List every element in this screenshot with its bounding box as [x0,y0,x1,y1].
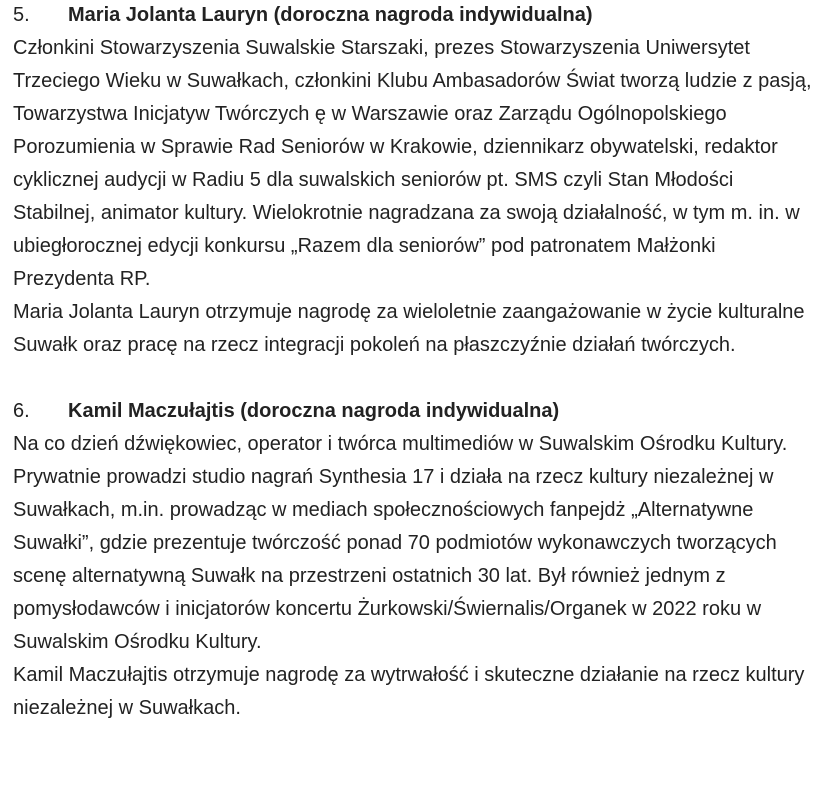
entry-award-reason: Kamil Maczułajtis otrzymuje nagrodę za wytrwałość i skuteczne działanie na rzecz kultury niezależnej w Suwałkach. [13,664,805,719]
entry-title: Kamil Maczułajtis (doroczna nagroda indywidualna) [68,400,560,422]
entry-heading [13,0,812,32]
entry-heading [13,395,812,428]
entry-description: Na co dzień dźwiękowiec, operator i twórca multimediów w Suwalskim Ośrodku Kultury. Prywatnie prowadzi studio nagrań Synthesia 17 i działa na rzecz kultury niezależnej w Suwałkach, m.in. prowadząc w mediach społecznościowych fanpejdż „Alternatywne Suwałki”, gdzie prezentuje twórczość ponad 70 podmiotów wykonawczych tworzących scenę alternatywną Suwałk na przestrzeni ostatnich 30 lat. Był również jednym z pomysłodawców i inicjatorów koncertu Żurkowski/Świernalis/Organek w 2022 roku w Suwalskim Ośrodku Kultury. [13,433,788,653]
entry-description: Członkini Stowarzyszenia Suwalskie Starszaki, prezes Stowarzyszenia Uniwersytet Trzeciego Wieku w Suwałkach, członkini Klubu Ambasadorów Świat tworzą ludzie z pasją, Towarzystwa Inicjatyw Twórczych ę w Warszawie oraz Zarządu Ogólnopolskiego Porozumienia w Sprawie Rad Seniorów w Krakowie, dziennikarz obywatelski, redaktor cyklicznej audycji w Radiu 5 dla suwalskich seniorów pt. SMS czyli Stan Młodości Stabilnej, animator kultury. Wielokrotnie nagradzana za swoją działalność, w tym m. in. w ubiegłorocznej edycji konkursu „Razem dla seniorów” pod patronatem Małżonki Prezydenta RP. [13,37,812,290]
award-entry-5 [13,0,812,362]
entry-title: Maria Jolanta Lauryn (doroczna nagroda indywidualna) [68,4,593,26]
entry-award-reason: Maria Jolanta Lauryn otrzymuje nagrodę za wieloletnie zaangażowanie w życie kulturalne Suwałk oraz pracę na rzecz integracji pokoleń na płaszczyźnie działań twórczych. [13,301,805,356]
entry-number: 6. [13,400,30,422]
entry-number: 5. [13,4,30,26]
award-entry-6 [13,395,812,725]
